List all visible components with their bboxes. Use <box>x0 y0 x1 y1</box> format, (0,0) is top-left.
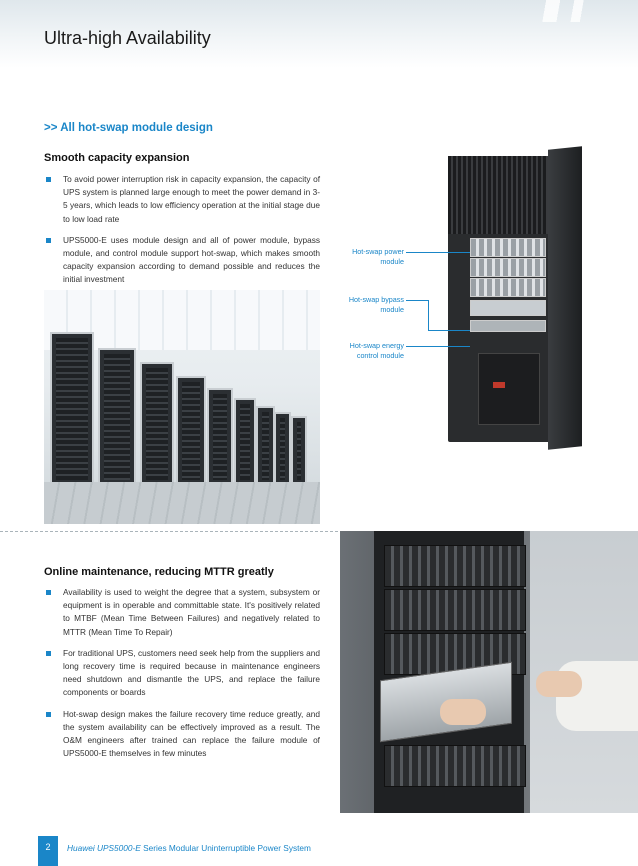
maintenance-bullet: Availability is used to weight the degree that a system, subsystem or equipment is in operable and committable state. It's positively related to MTBF (Mean Time Between Failures) and negatively related to MTTR (Mean Time To Repair) <box>44 586 320 639</box>
callout-line <box>406 300 428 301</box>
rack <box>207 388 233 486</box>
power-module <box>470 278 546 297</box>
callout-power-module: Hot-swap power module <box>352 247 404 266</box>
page-header <box>0 0 638 68</box>
capacity-bullet: UPS5000-E uses module design and all of power module, bypass module, and control module support hot-swap, which makes smooth capacity expansion according to demand possible and reduces the initial investment <box>44 234 320 287</box>
data-center-photo <box>44 290 320 524</box>
page-number: 2 <box>38 836 58 866</box>
ups-cabinet-image <box>430 148 582 448</box>
rack <box>140 362 174 486</box>
rack <box>256 406 275 486</box>
installed-module <box>384 545 526 587</box>
callout-line <box>406 252 470 253</box>
technician-hand <box>536 671 582 697</box>
power-module <box>470 258 546 277</box>
technician-hand <box>440 699 486 725</box>
capacity-bullet-list <box>44 173 320 295</box>
rack <box>50 332 94 486</box>
callout-line <box>428 330 470 331</box>
section-title: >> All hot-swap module design <box>44 122 213 134</box>
raised-floor <box>44 482 320 524</box>
maintenance-photo <box>340 531 638 813</box>
maintenance-bullet: Hot-swap design makes the failure recovery time reduce greatly, and the system availability can be effectively improved as a result. The O&M engineers after trained can replace the failure module of UPS5000-E themselves in few minutes <box>44 708 320 761</box>
section-divider <box>0 531 340 532</box>
rack <box>176 376 206 486</box>
callout-energy-module: Hot-swap energy control module <box>349 341 404 360</box>
footer-description: Series Modular Uninterruptible Power System <box>140 843 311 853</box>
maintenance-bullet: For traditional UPS, customers need seek help from the suppliers and long recovery time is required because in maintenance engineers need shutdown and dismantle the UPS, and replace the failure components or boards <box>44 647 320 700</box>
installed-module <box>384 745 526 787</box>
page-title: Ultra-high Availability <box>44 28 211 48</box>
header-decoration <box>518 0 608 22</box>
capacity-bullet: To avoid power interruption risk in capacity expansion, the capacity of UPS system is planned large enough to meet the power demand in 3-5 years, which leads to low efficiency operation at the initial stage due to low load rate <box>44 173 320 226</box>
footer-title <box>67 843 311 853</box>
cabinet-door <box>548 146 582 450</box>
capacity-heading: Smooth capacity expansion <box>44 152 190 164</box>
rack <box>291 416 307 486</box>
callout-line <box>406 346 470 347</box>
bypass-module <box>470 300 546 316</box>
cabinet-panel <box>478 353 540 425</box>
rack <box>234 398 256 486</box>
footer-product: Huawei UPS5000-E <box>67 843 141 853</box>
rack <box>98 348 136 486</box>
energy-control-module <box>470 320 546 332</box>
power-module <box>470 238 546 257</box>
rack <box>274 412 291 486</box>
callout-bypass-module: Hot-swap bypass module <box>348 295 404 314</box>
installed-module <box>384 589 526 631</box>
cabinet-vent <box>448 156 552 234</box>
maintenance-bullet-list <box>44 586 320 768</box>
callout-line <box>428 300 429 330</box>
maintenance-heading: Online maintenance, reducing MTTR greatly <box>44 566 274 578</box>
